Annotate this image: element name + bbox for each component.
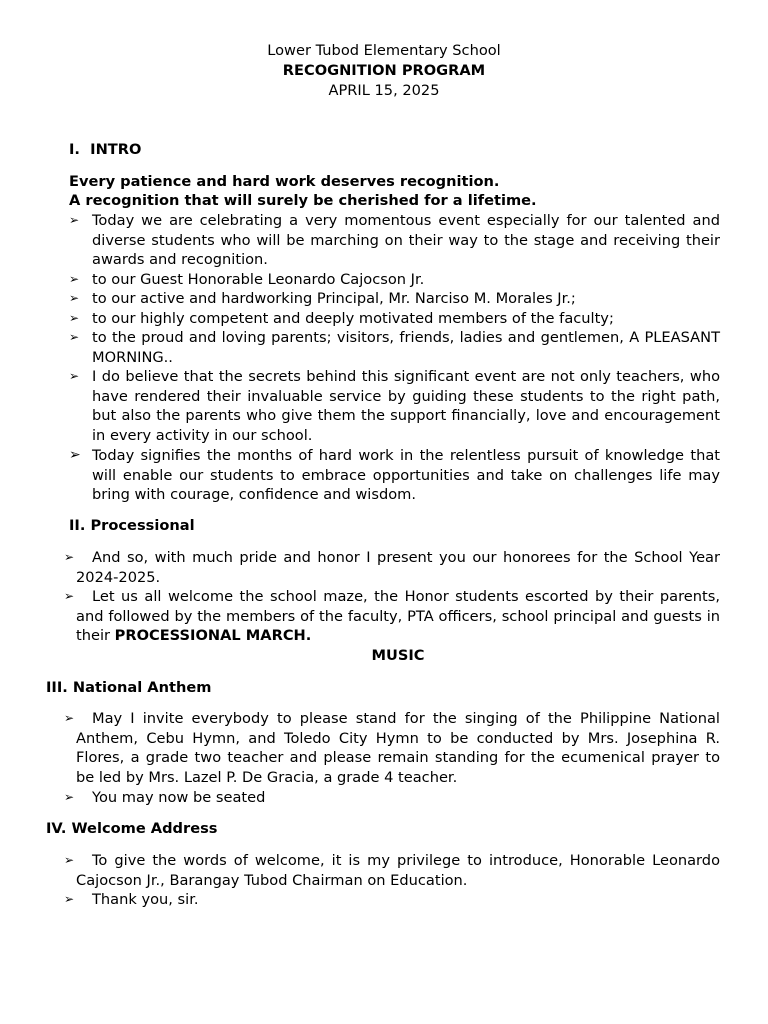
list-item: ➢ And so, with much pride and honor I present you our honorees for the School Year 2024-2025. bbox=[64, 549, 720, 586]
list-item: ➢ Today we are celebrating a very momentous event especially for our talented and diverse students who will be marching on their way to the stage and receiving their awards and recognition. bbox=[69, 212, 720, 269]
processional-march-emphasis: PROCESSIONAL MARCH. bbox=[114, 627, 312, 645]
list-item: ➢ to our highly competent and deeply motivated members of the faculty; bbox=[69, 310, 614, 327]
arrow-bullet-icon: ➢ bbox=[64, 892, 75, 906]
list-item: ➢ I do believe that the secrets behind this significant event are not only teachers, who have rendered their invaluable service by guiding these students to the right path, but also the parents who give them the support financially, love and encouragement in every activity in our school. bbox=[69, 368, 720, 444]
list-item: ➢ to our active and hardworking Principal, Mr. Narciso M. Morales Jr.; bbox=[69, 290, 576, 307]
music-cue: MUSIC bbox=[371, 647, 425, 664]
arrow-bullet-icon: ➢ bbox=[69, 213, 80, 227]
school-name: Lower Tubod Elementary School bbox=[267, 42, 501, 59]
program-date: APRIL 15, 2025 bbox=[328, 82, 440, 99]
list-item: ➢ May I invite everybody to please stand for the singing of the Philippine National Anthem, Cebu Hymn, and Toledo City Hymn to be conducted by Mrs. Josephina R. Flores, a grade two teacher and please remain standing for the ecumenical prayer to be led by Mrs. Lazel P. De Gracia, a grade 4 teacher. bbox=[64, 710, 720, 786]
list-item: ➢ Today signifies the months of hard work in the relentless pursuit of knowledge that will enable our students to embrace opportunities and take on challenges life may bring with courage, confidence and wisdom. bbox=[69, 447, 720, 504]
list-item: ➢ to our Guest Honorable Leonardo Cajocson Jr. bbox=[69, 271, 425, 288]
arrow-bullet-icon: ➢ bbox=[69, 272, 80, 286]
section-intro-title: INTRO bbox=[90, 141, 142, 158]
list-item: ➢ Thank you, sir. bbox=[64, 891, 199, 908]
section-anthem-heading: III. National Anthem bbox=[46, 679, 212, 696]
arrow-bullet-icon: ➢ bbox=[69, 291, 80, 305]
arrow-bullet-icon: ➢ bbox=[64, 790, 75, 804]
arrow-bullet-icon: ➢ bbox=[64, 550, 75, 564]
section-intro-heading bbox=[69, 140, 141, 160]
arrow-bullet-icon: ➢ bbox=[64, 853, 75, 867]
arrow-bullet-icon: ➢ bbox=[69, 447, 81, 463]
arrow-bullet-icon: ➢ bbox=[69, 311, 80, 325]
section-intro-number: I. bbox=[69, 141, 80, 158]
intro-tagline-1: Every patience and hard work deserves recognition. bbox=[69, 173, 500, 190]
intro-tagline-2: A recognition that will surely be cherished for a lifetime. bbox=[69, 192, 537, 209]
arrow-bullet-icon: ➢ bbox=[69, 330, 80, 344]
list-item: ➢ Let us all welcome the school maze, the Honor students escorted by their parents, and followed by the members of the faculty, PTA officers, school principal and guests in their PROCESSIONAL MARCH. bbox=[64, 588, 720, 645]
arrow-bullet-icon: ➢ bbox=[64, 711, 75, 725]
list-item: ➢ You may now be seated bbox=[64, 789, 266, 806]
section-processional-heading: II. Processional bbox=[69, 517, 195, 534]
section-welcome-heading: IV. Welcome Address bbox=[46, 820, 218, 837]
list-item: ➢ to the proud and loving parents; visitors, friends, ladies and gentlemen, A PLEASANT MORNING.. bbox=[69, 329, 720, 366]
arrow-bullet-icon: ➢ bbox=[64, 589, 75, 603]
list-item: ➢ To give the words of welcome, it is my privilege to introduce, Honorable Leonardo Cajocson Jr., Barangay Tubod Chairman on Education. bbox=[64, 852, 720, 889]
arrow-bullet-icon: ➢ bbox=[69, 369, 80, 383]
program-title: RECOGNITION PROGRAM bbox=[282, 62, 486, 79]
